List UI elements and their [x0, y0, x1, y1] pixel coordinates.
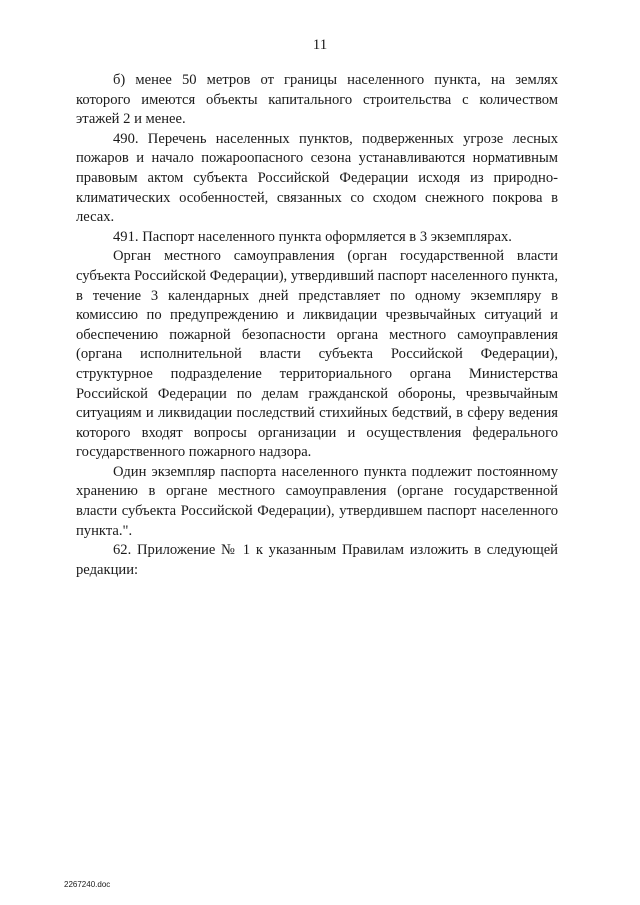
paragraph-491: 491. Паспорт населенного пункта оформляется в 3 экземплярах. — [113, 228, 512, 245]
paragraph-item-b: б) менее 50 метров от границы населенного пункта, на землях которого имеются объекты капитального строительства с количеством этажей 2 и менее. — [76, 72, 558, 128]
paragraph-490: 490. Перечень населенных пунктов, подверженных угрозе лесных пожаров и начало пожароопасного сезона устанавливаются нормативным правовым актом субъекта Российской Федерации исходя из природно-климатических особенностей, связанных со сходом снежного покрова в лесах. — [76, 130, 558, 226]
paragraph-copy-storage: Один экземпляр паспорта населенного пункта подлежит постоянному хранению в органе местного самоуправления (органе государственной власти субъекта Российской Федерации), утвердившем паспорт населенного пункта.". — [76, 463, 558, 539]
paragraph-62: 62. Приложение № 1 к указанным Правилам изложить в следующей редакции: — [76, 542, 558, 578]
document-body — [76, 71, 558, 580]
page-number: 11 — [312, 37, 328, 53]
file-name-footer: 2267240.doc — [64, 880, 111, 889]
paragraph-authority-distribution: Орган местного самоуправления (орган государственной власти субъекта Российской Федерации), утвердивший паспорт населенного пункта, в течение 3 календарных дней представляет по одному экземпляру в комиссию по предупреждению и ликвидации чрезвычайных ситуаций и обеспечению пожарной безопасности органа местного самоуправления (органа исполнительной власти субъекта Российской Федерации), структурное подразделение территориального органа Министерства Российской Федерации по делам гражданской обороны, чрезвычайным ситуациям и ликвидации последствий стихийных бедствий, в сферу ведения которого входят вопросы организации и осуществления федерального государственного пожарного надзора. — [76, 248, 558, 461]
